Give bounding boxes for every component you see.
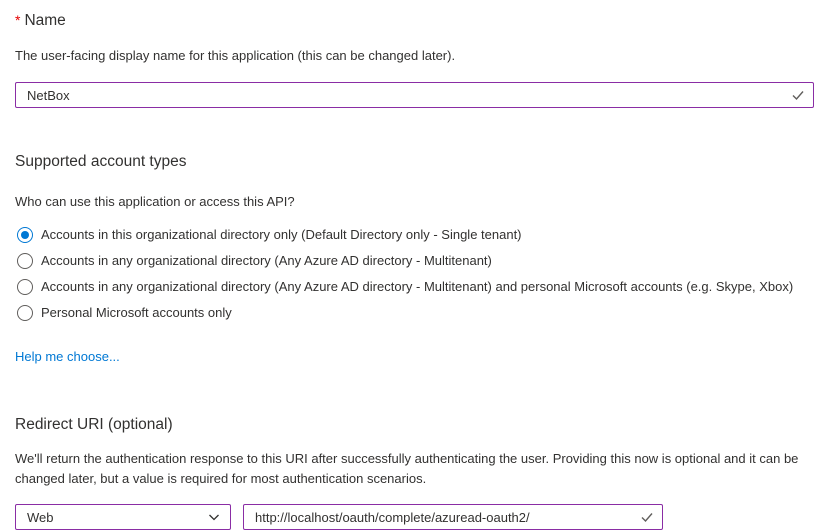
chevron-down-icon bbox=[206, 509, 222, 525]
radio-option-multitenant-personal[interactable] bbox=[15, 274, 814, 300]
radio-button[interactable] bbox=[17, 305, 33, 321]
radio-button[interactable] bbox=[17, 227, 33, 243]
redirect-uri-input-wrap bbox=[243, 504, 663, 530]
radio-option-label: Personal Microsoft accounts only bbox=[41, 305, 232, 320]
supported-account-types-heading: Supported account types bbox=[15, 153, 187, 170]
redirect-uri-input[interactable] bbox=[243, 504, 663, 530]
name-field-label bbox=[15, 10, 814, 31]
radio-option-multitenant[interactable] bbox=[15, 248, 814, 274]
account-types-question: Who can use this application or access this API? bbox=[15, 194, 295, 209]
name-label-text: Name bbox=[24, 12, 66, 29]
name-input[interactable] bbox=[15, 82, 814, 108]
radio-option-personal-only[interactable] bbox=[15, 300, 814, 326]
redirect-uri-description: We'll return the authentication response to this URI after successfully authenticating the user. Providing this now is optional and it can be changed later, but a value is required for most authentication scenarios. bbox=[15, 451, 799, 486]
radio-button[interactable] bbox=[17, 279, 33, 295]
name-input-wrap bbox=[15, 82, 814, 108]
platform-select-value: Web bbox=[27, 509, 54, 525]
radio-option-single-tenant[interactable] bbox=[15, 222, 814, 248]
platform-select[interactable] bbox=[15, 504, 231, 530]
name-field-description: The user-facing display name for this application (this can be changed later). bbox=[15, 48, 456, 63]
radio-button[interactable] bbox=[17, 253, 33, 269]
redirect-uri-heading: Redirect URI (optional) bbox=[15, 416, 173, 433]
required-marker: * bbox=[15, 12, 21, 28]
radio-option-label: Accounts in any organizational directory (Any Azure AD directory - Multitenant) and personal Microsoft accounts (e.g. Skype, Xbox) bbox=[41, 279, 794, 294]
radio-option-label: Accounts in this organizational directory only (Default Directory only - Single tenant) bbox=[41, 227, 522, 242]
account-types-radio-group bbox=[15, 222, 814, 326]
help-me-choose-link[interactable]: Help me choose... bbox=[15, 349, 120, 364]
radio-option-label: Accounts in any organizational directory (Any Azure AD directory - Multitenant) bbox=[41, 253, 492, 268]
redirect-uri-row bbox=[15, 504, 814, 530]
